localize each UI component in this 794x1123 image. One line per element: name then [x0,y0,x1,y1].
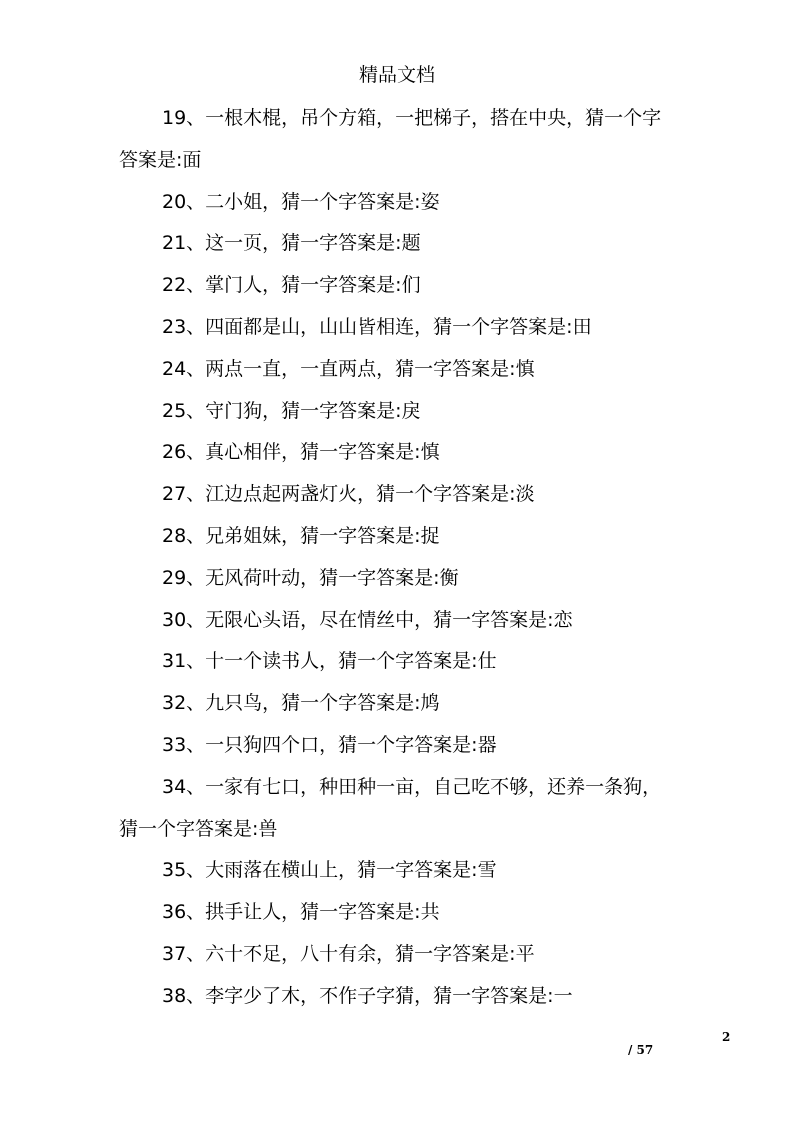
riddle-item: 30、无限心头语，尽在情丝中，猜一字答案是:恋 [162,608,573,631]
riddle-item: 21、这一页，猜一字答案是:题 [162,232,421,255]
riddle-list [119,98,675,1018]
page-total: / 57 [628,1043,654,1057]
riddle-item: 32、九只鸟，猜一个字答案是:鸠 [162,692,440,715]
riddle-item: 35、大雨落在横山上，猜一字答案是:雪 [162,859,497,882]
riddle-item: 26、真心相伴，猜一字答案是:慎 [162,441,440,464]
riddle-item: 38、李字少了木，不作子字猜，猜一字答案是:一 [162,984,573,1007]
riddle-item: 29、无风荷叶动，猜一字答案是:衡 [162,566,459,589]
riddle-item: 20、二小姐，猜一个字答案是:姿 [162,190,440,213]
riddle-item: 28、兄弟姐妹，猜一字答案是:捉 [162,524,440,547]
riddle-item: 24、两点一直，一直两点，猜一字答案是:慎 [162,357,535,380]
riddle-item: 31、十一个读书人，猜一个字答案是:仕 [162,650,497,673]
riddle-item: 36、拱手让人，猜一字答案是:共 [162,901,440,924]
riddle-item: 34、一家有七口，种田种一亩，自己吃不够，还养一条狗，猜一个字答案是:兽 [119,775,662,840]
riddle-item: 27、江边点起两盏灯火，猜一个字答案是:淡 [162,483,535,506]
riddle-item: 22、掌门人，猜一字答案是:们 [162,274,421,297]
page-number: 2 [722,1030,731,1044]
riddle-item: 33、一只狗四个口，猜一个字答案是:器 [162,733,497,756]
riddle-item: 37、六十不足，八十有余，猜一字答案是:平 [162,942,535,965]
riddle-item: 25、守门狗，猜一字答案是:戾 [162,399,421,422]
page-header: 精品文档 [358,64,435,86]
riddle-item: 19、一根木棍，吊个方箱，一把梯子，搭在中央，猜一个字答案是:面 [119,107,662,171]
riddle-item: 23、四面都是山，山山皆相连，猜一个字答案是:田 [162,315,592,338]
